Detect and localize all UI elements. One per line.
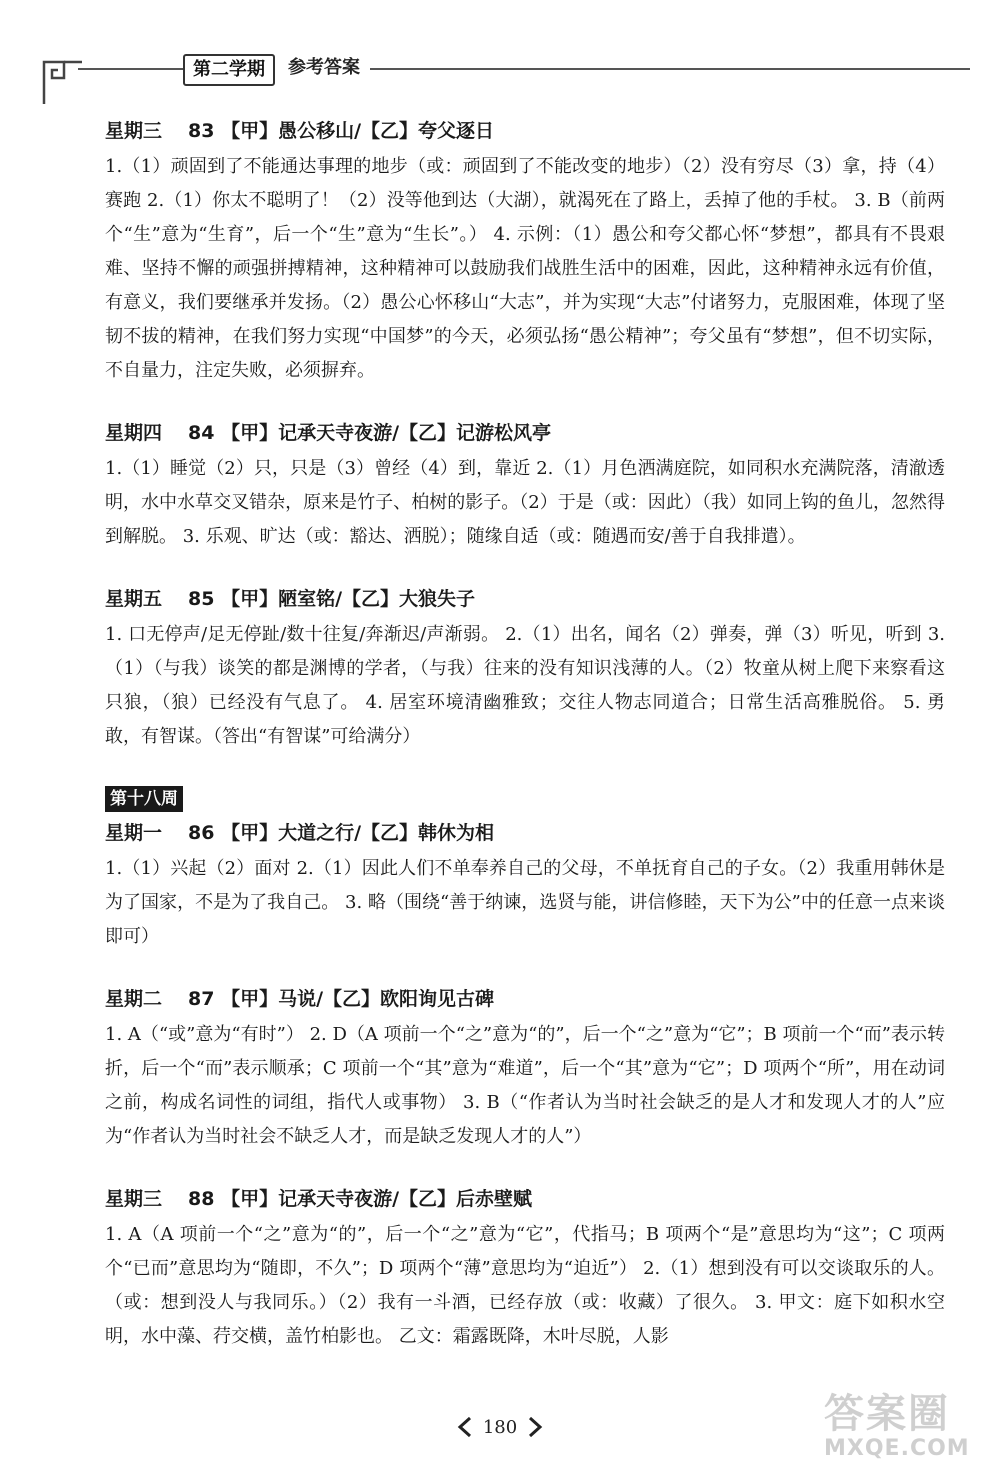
section-body: 1. 口无停声/足无停趾/数十往复/奔渐迟/声渐弱。 2.（1）出名，闻名（2）弹奏，弹（3）听见，听到 3.（1）（与我）谈笑的都是渊博的学者，（与我）往来的没有知识浅薄的人。（2）牧童从树上爬下来察看这只狼，（狼）已经没有气息了。 4. 居室环境清幽雅致；交往人物志同道合；日常生活高雅脱俗。 5. 勇敢，有智谋。（答出“有智谋”可给满分） bbox=[105, 624, 945, 747]
section-day: 星期二 bbox=[105, 988, 163, 1010]
section-heading: 83 【甲】愚公移山/【乙】夸父逐日 bbox=[188, 120, 495, 142]
section-body: 1.（1）睡觉（2）只，只是（3）曾经（4）到，靠近 2.（1）月色洒满庭院，如同积水充满院落，清澈透明，水中水草交叉错杂，原来是竹子、柏树的影子。（2）于是（或：因此）（我）如同上钩的鱼儿，忽然得到解脱。 3. 乐观、旷达（或：豁达、洒脱）；随缘自适（或：随遇而安/善于自我排遣）。 bbox=[105, 458, 945, 547]
corner-ornament-icon bbox=[42, 56, 82, 106]
answer-section bbox=[105, 418, 945, 554]
chevron-right-icon bbox=[526, 1416, 544, 1438]
section-day: 星期五 bbox=[105, 588, 163, 610]
answer-section bbox=[105, 584, 945, 754]
chevron-left-icon bbox=[456, 1416, 474, 1438]
answer-section bbox=[105, 1184, 945, 1354]
section-title bbox=[105, 818, 945, 848]
section-body: 1. A（“或”意为“有时”） 2. D（A 项前一个“之”意为“的”，后一个“之”意为“它”；B 项前一个“而”表示转折，后一个“而”表示顺承；C 项前一个“其”意为“难道”，后一个“其”意为“它”；D 项两个“所”，用在动词之前，构成名词性的词组，指代人或事物） 3. B（“作者认为当时社会缺乏的是人才和发现人才的人”应为“作者认为当时社会不缺乏人才，而是缺乏发现人才的人”） bbox=[105, 1024, 945, 1147]
section-heading: 84 【甲】记承天寺夜游/【乙】记游松风亭 bbox=[188, 422, 552, 444]
section-day: 星期四 bbox=[105, 422, 163, 444]
page-header bbox=[30, 48, 970, 108]
header-title: 参考答案 bbox=[288, 57, 360, 78]
section-heading: 86 【甲】大道之行/【乙】韩休为相 bbox=[188, 822, 495, 844]
header-rule-right bbox=[370, 68, 970, 70]
answer-section bbox=[105, 984, 945, 1154]
header-rule-left bbox=[78, 68, 183, 70]
section-title bbox=[105, 418, 945, 448]
section-heading: 88 【甲】记承天寺夜游/【乙】后赤壁赋 bbox=[188, 1188, 533, 1210]
answer-content bbox=[105, 116, 945, 1384]
week-label: 第十八周 bbox=[105, 786, 183, 812]
answer-section bbox=[105, 116, 945, 388]
section-body: 1.（1）兴起（2）面对 2.（1）因此人们不单奉养自己的父母，不单抚育自己的子女。（2）我重用韩休是为了国家，不是为了我自己。 3. 略（围绕“善于纳谏，选贤与能，讲信修睦，天下为公”中的任意一点来谈即可） bbox=[105, 858, 945, 947]
watermark-url: MXQE.COM bbox=[824, 1436, 970, 1461]
answer-section bbox=[105, 818, 945, 954]
section-heading: 87 【甲】马说/【乙】欧阳询见古碑 bbox=[188, 988, 495, 1010]
section-title bbox=[105, 584, 945, 614]
semester-badge: 第二学期 bbox=[183, 54, 275, 86]
section-title bbox=[105, 984, 945, 1014]
section-day: 星期一 bbox=[105, 822, 163, 844]
section-day: 星期三 bbox=[105, 1188, 163, 1210]
watermark-logo-text: 答案圈 bbox=[824, 1391, 950, 1437]
section-heading: 85 【甲】陋室铭/【乙】大狼失子 bbox=[188, 588, 476, 610]
section-body: 1.（1）顽固到了不能通达事理的地步（或：顽固到了不能改变的地步）（2）没有穷尽（3）拿，持（4）赛跑 2.（1）你太不聪明了！（2）没等他到达（大湖），就渴死在了路上，丢掉了他的手杖。 3. B（前两个“生”意为“生育”，后一个“生”意为“生长”。） 4. 示例：（1）愚公和夸父都心怀“梦想”，都具有不畏艰难、坚持不懈的顽强拼搏精神，这种精神可以鼓励我们战胜生活中的困难，因此，这种精神永远有价值，有意义，我们要继承并发扬。（2）愚公心怀移山“大志”，并为实现“大志”付诸努力，克服困难，体现了坚韧不拔的精神，在我们努力实现“中国梦”的今天，必须弘扬“愚公精神”；夸父虽有“梦想”，但不切实际，不自量力，注定失败，必须摒弃。 bbox=[105, 156, 945, 381]
page-number: 180 bbox=[482, 1416, 518, 1438]
section-body: 1. A（A 项前一个“之”意为“的”，后一个“之”意为“它”，代指马；B 项两个“是”意思均为“这”；C 项两个“已而”意思均为“随即，不久”；D 项两个“薄”意思均为“迫近”） 2.（1）想到没有可以交谈取乐的人。（或：想到没人与我同乐。）（2）我有一斗酒，已经存放（或：收藏）了很久。 3. 甲文：庭下如积水空明，水中藻、荇交横，盖竹柏影也。 乙文：霜露既降，木叶尽脱，人影 bbox=[105, 1224, 945, 1347]
section-title bbox=[105, 116, 945, 146]
section-day: 星期三 bbox=[105, 120, 163, 142]
watermark bbox=[824, 1392, 974, 1472]
section-title bbox=[105, 1184, 945, 1214]
